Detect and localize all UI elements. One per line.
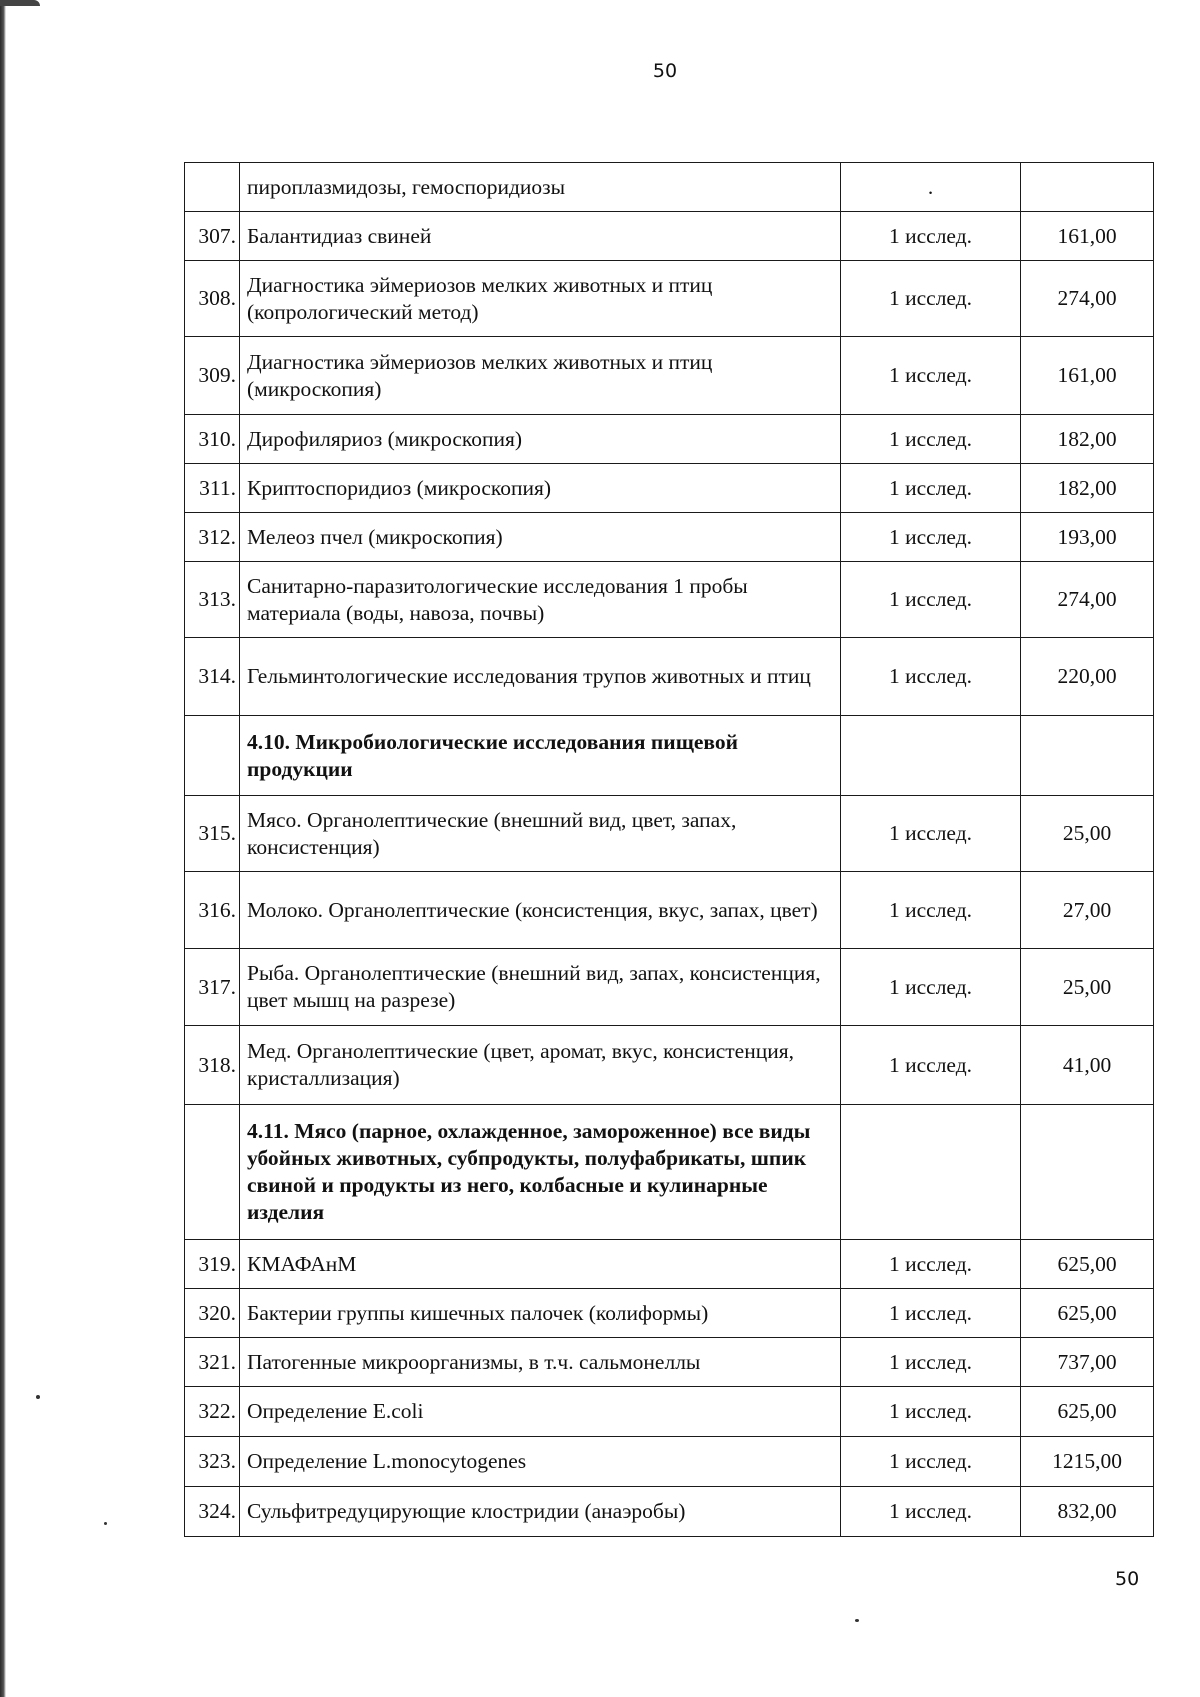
row-number: 320. bbox=[185, 1289, 240, 1338]
row-price: 182,00 bbox=[1021, 415, 1154, 464]
row-name: Сульфитредуцирующие клостридии (анаэробы) bbox=[240, 1487, 841, 1537]
row-number: 322. bbox=[185, 1387, 240, 1437]
row-number bbox=[185, 716, 240, 796]
scan-speck bbox=[36, 1395, 40, 1399]
row-price: 832,00 bbox=[1021, 1487, 1154, 1537]
row-unit: 1 исслед. bbox=[841, 1338, 1021, 1387]
row-number: 315. bbox=[185, 796, 240, 872]
row-name: Определение L.monocytogenes bbox=[240, 1437, 841, 1487]
row-number: 309. bbox=[185, 337, 240, 415]
row-unit: 1 исслед. bbox=[841, 415, 1021, 464]
table-row bbox=[185, 638, 1154, 716]
row-unit: 1 исслед. bbox=[841, 261, 1021, 337]
row-name: Молоко. Органолептические (консистенция, вкус, запах, цвет) bbox=[240, 872, 841, 949]
row-number: 307. bbox=[185, 212, 240, 261]
page-number-top: 50 bbox=[652, 60, 678, 82]
row-price: 625,00 bbox=[1021, 1240, 1154, 1289]
row-number: 313. bbox=[185, 562, 240, 638]
price-table-body bbox=[185, 163, 1154, 1537]
row-name: пироплазмидозы, гемоспоридиозы bbox=[240, 163, 841, 212]
table-row bbox=[185, 1487, 1154, 1537]
row-number: 321. bbox=[185, 1338, 240, 1387]
row-price: 737,00 bbox=[1021, 1338, 1154, 1387]
row-name: 4.10. Микробиологические исследования пищевой продукции bbox=[240, 716, 841, 796]
row-unit: 1 исслед. bbox=[841, 337, 1021, 415]
row-price: 41,00 bbox=[1021, 1026, 1154, 1105]
row-number: 318. bbox=[185, 1026, 240, 1105]
row-price bbox=[1021, 1105, 1154, 1240]
row-number: 308. bbox=[185, 261, 240, 337]
scan-corner-shadow bbox=[0, 0, 40, 6]
table-row bbox=[185, 872, 1154, 949]
row-price: 182,00 bbox=[1021, 464, 1154, 513]
row-name: Дирофиляриоз (микроскопия) bbox=[240, 415, 841, 464]
row-number: 316. bbox=[185, 872, 240, 949]
table-row bbox=[185, 513, 1154, 562]
row-price: 625,00 bbox=[1021, 1387, 1154, 1437]
price-table bbox=[184, 162, 1154, 1537]
row-unit: 1 исслед. bbox=[841, 1026, 1021, 1105]
table-row bbox=[185, 163, 1154, 212]
row-name: Рыба. Органолептические (внешний вид, запах, консистенция, цвет мышц на разрезе) bbox=[240, 949, 841, 1026]
row-number: 311. bbox=[185, 464, 240, 513]
row-number: 312. bbox=[185, 513, 240, 562]
row-name: Диагностика эймериозов мелких животных и птиц (копрологический метод) bbox=[240, 261, 841, 337]
row-name: КМАФАнМ bbox=[240, 1240, 841, 1289]
scan-edge-shadow bbox=[0, 0, 6, 1697]
scan-speck bbox=[855, 1619, 859, 1622]
table-row bbox=[185, 796, 1154, 872]
row-name: Мелеоз пчел (микроскопия) bbox=[240, 513, 841, 562]
row-unit: 1 исслед. bbox=[841, 796, 1021, 872]
row-price: 274,00 bbox=[1021, 261, 1154, 337]
row-name: Санитарно-паразитологические исследования 1 пробы материала (воды, навоза, почвы) bbox=[240, 562, 841, 638]
row-unit: 1 исслед. bbox=[841, 949, 1021, 1026]
row-price: 25,00 bbox=[1021, 949, 1154, 1026]
table-row bbox=[185, 562, 1154, 638]
row-name: 4.11. Мясо (парное, охлажденное, замороженное) все виды убойных животных, субпродукты, полуфабрикаты, шпик свиной и продукты из него, колбасные и кулинарные изделия bbox=[240, 1105, 841, 1240]
table-row bbox=[185, 1387, 1154, 1437]
page-number-bottom: 50 bbox=[1115, 1568, 1140, 1590]
row-number: 314. bbox=[185, 638, 240, 716]
table-row bbox=[185, 1240, 1154, 1289]
table-row bbox=[185, 415, 1154, 464]
row-price: 25,00 bbox=[1021, 796, 1154, 872]
section-header-row bbox=[185, 1105, 1154, 1240]
table-row bbox=[185, 1289, 1154, 1338]
row-unit: 1 исслед. bbox=[841, 638, 1021, 716]
row-name: Мясо. Органолептические (внешний вид, цвет, запах, консистенция) bbox=[240, 796, 841, 872]
row-unit bbox=[841, 1105, 1021, 1240]
row-unit: 1 исслед. bbox=[841, 212, 1021, 261]
row-unit: 1 исслед. bbox=[841, 1289, 1021, 1338]
row-price: 625,00 bbox=[1021, 1289, 1154, 1338]
row-unit: 1 исслед. bbox=[841, 872, 1021, 949]
row-unit: 1 исслед. bbox=[841, 1240, 1021, 1289]
table-row bbox=[185, 1026, 1154, 1105]
row-name: Диагностика эймериозов мелких животных и птиц (микроскопия) bbox=[240, 337, 841, 415]
row-number: 317. bbox=[185, 949, 240, 1026]
row-number: 323. bbox=[185, 1437, 240, 1487]
table-row bbox=[185, 949, 1154, 1026]
row-number bbox=[185, 163, 240, 212]
row-name: Криптоспоридиоз (микроскопия) bbox=[240, 464, 841, 513]
row-unit: . bbox=[841, 163, 1021, 212]
row-number: 319. bbox=[185, 1240, 240, 1289]
row-price: 193,00 bbox=[1021, 513, 1154, 562]
table-row bbox=[185, 261, 1154, 337]
row-unit: 1 исслед. bbox=[841, 1387, 1021, 1437]
row-unit bbox=[841, 716, 1021, 796]
table-row bbox=[185, 464, 1154, 513]
scan-speck bbox=[104, 1522, 107, 1525]
row-price: 220,00 bbox=[1021, 638, 1154, 716]
row-unit: 1 исслед. bbox=[841, 464, 1021, 513]
row-name: Балантидиаз свиней bbox=[240, 212, 841, 261]
table-row bbox=[185, 337, 1154, 415]
table-row bbox=[185, 1437, 1154, 1487]
row-name: Мед. Органолептические (цвет, аромат, вкус, консистенция, кристаллизация) bbox=[240, 1026, 841, 1105]
row-price bbox=[1021, 716, 1154, 796]
row-unit: 1 исслед. bbox=[841, 513, 1021, 562]
row-unit: 1 исслед. bbox=[841, 1487, 1021, 1537]
row-name: Определение E.coli bbox=[240, 1387, 841, 1437]
row-price bbox=[1021, 163, 1154, 212]
row-price: 1215,00 bbox=[1021, 1437, 1154, 1487]
row-number bbox=[185, 1105, 240, 1240]
row-price: 161,00 bbox=[1021, 337, 1154, 415]
row-price: 27,00 bbox=[1021, 872, 1154, 949]
row-name: Патогенные микроорганизмы, в т.ч. сальмонеллы bbox=[240, 1338, 841, 1387]
row-price: 274,00 bbox=[1021, 562, 1154, 638]
section-header-row bbox=[185, 716, 1154, 796]
row-price: 161,00 bbox=[1021, 212, 1154, 261]
row-unit: 1 исслед. bbox=[841, 562, 1021, 638]
row-name: Гельминтологические исследования трупов животных и птиц bbox=[240, 638, 841, 716]
row-name: Бактерии группы кишечных палочек (колиформы) bbox=[240, 1289, 841, 1338]
row-number: 310. bbox=[185, 415, 240, 464]
table-row bbox=[185, 1338, 1154, 1387]
table-row bbox=[185, 212, 1154, 261]
row-unit: 1 исслед. bbox=[841, 1437, 1021, 1487]
row-number: 324. bbox=[185, 1487, 240, 1537]
